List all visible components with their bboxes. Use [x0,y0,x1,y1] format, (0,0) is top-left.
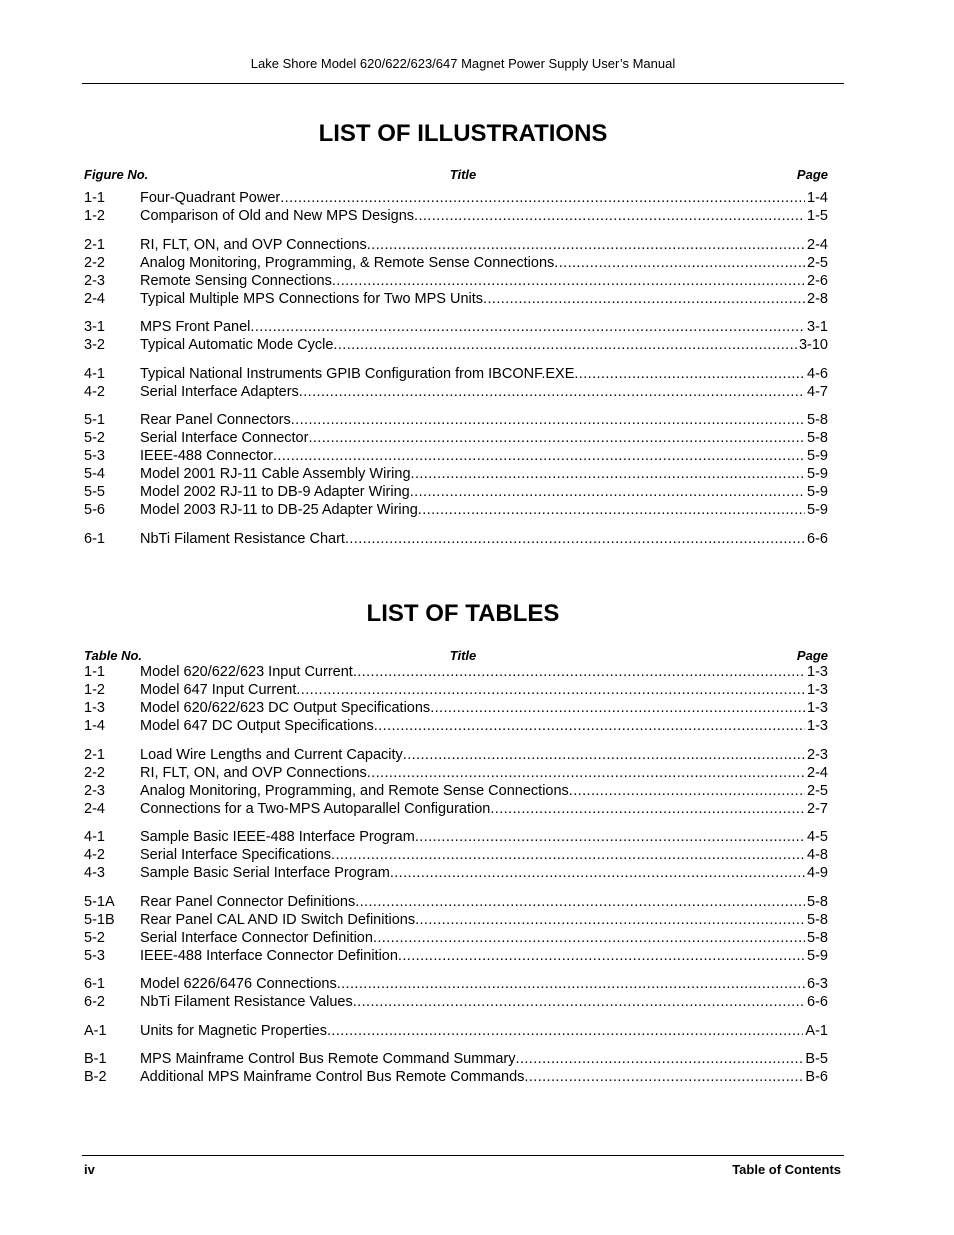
entry-title: NbTi Filament Resistance Values [140,994,353,1010]
toc-entry [84,993,828,1011]
dot-leader [390,864,805,882]
tables-column-headers [84,648,828,664]
footer-section: Table of Contents [732,1162,841,1177]
entry-number: 4-1 [84,365,105,382]
dot-leader [373,929,805,947]
entry-page: 1-5 [807,208,828,224]
entry-page: 5-9 [807,466,828,482]
toc-entry [84,501,828,519]
entry-page: 4-5 [807,829,828,845]
tables-heading: LIST OF TABLES [366,600,560,627]
entry-title: IEEE-488 Connector [140,448,273,464]
entry-title: Additional MPS Mainframe Control Bus Remote Commands [140,1069,525,1085]
entry-page: 4-9 [807,865,828,881]
dot-leader [345,530,805,548]
dot-leader [337,975,805,993]
dot-leader [308,429,805,447]
toc-entry [84,318,828,336]
entry-page: 5-9 [807,947,828,964]
dot-leader [367,764,805,782]
toc-entry [84,681,828,699]
entry-page: 4-7 [807,383,828,400]
tables-list [84,663,828,1086]
toc-entry [84,189,828,207]
toc-entry [84,272,828,290]
dot-leader [333,336,797,354]
entry-title: Model 2002 RJ-11 to DB-9 Adapter Wiring [140,484,410,500]
entry-title: Analog Monitoring, Programming, & Remote Sense Connections [140,254,555,271]
entry-number: 4-2 [84,847,105,863]
entry-page: 3-10 [798,337,828,353]
toc-entry [84,699,828,717]
dot-leader [414,207,805,225]
illustrations-heading: LIST OF ILLUSTRATIONS [318,120,608,147]
toc-entry [84,465,828,483]
entry-number: 3-1 [84,319,105,335]
header-rule [82,83,844,84]
toc-entry [84,800,828,818]
entry-page: 6-6 [807,530,828,547]
entry-page: 5-8 [807,893,828,910]
footer-page-number: iv [84,1162,95,1177]
dot-leader [280,189,805,207]
entry-number: 5-3 [84,448,105,464]
entry-number: 2-4 [84,800,105,817]
entry-number: 2-1 [84,236,105,253]
toc-entry [84,893,828,911]
dot-leader [296,681,805,699]
toc-entry [84,411,828,429]
entry-title: Model 620/622/623 DC Output Specifications [140,700,431,716]
dot-leader [415,828,805,846]
dot-leader [490,800,805,818]
dot-leader [273,447,805,465]
toc-entry [84,846,828,864]
entry-title: MPS Mainframe Control Bus Remote Command Summary [140,1051,516,1067]
entry-title: Model 620/622/623 Input Current [140,664,353,680]
dot-leader [355,893,805,911]
entry-number: 1-3 [84,700,105,716]
toc-entry [84,947,828,965]
illustrations-column-headers [84,167,828,183]
entry-page: 1-4 [807,190,828,206]
entry-number: 5-6 [84,502,105,518]
toc-entry [84,828,828,846]
toc-entry [84,207,828,225]
entry-number: 2-1 [84,746,105,763]
entry-title: Typical Multiple MPS Connections for Two MPS Units [140,290,484,307]
toc-entry [84,530,828,548]
toc-entry [84,663,828,681]
toc-entry [84,429,828,447]
entry-number: 2-3 [84,782,105,799]
entry-number: 5-1B [84,911,115,928]
entry-page: 1-3 [807,664,828,680]
entry-number: 5-2 [84,430,105,446]
entry-number: 2-2 [84,764,105,781]
entry-number: 1-1 [84,664,105,680]
entry-number: 2-3 [84,272,105,289]
entry-title: Sample Basic IEEE-488 Interface Program [140,829,415,845]
page-header: Page [796,167,828,182]
toc-entry [84,746,828,764]
entry-page: 2-8 [807,290,828,307]
dot-leader [483,290,805,308]
entry-page: 5-9 [807,502,828,518]
entry-title: Rear Panel CAL AND ID Switch Definitions [140,911,416,928]
entry-page: 2-4 [807,764,828,781]
entry-title: Four-Quadrant Power [140,190,281,206]
entry-page: B-5 [805,1051,828,1067]
entry-title: Model 2001 RJ-11 Cable Assembly Wiring [140,466,411,482]
toc-entry [84,336,828,354]
entry-page: 5-9 [807,448,828,464]
page-header: Page [796,648,828,663]
toc-entry [84,975,828,993]
entry-page: 6-6 [807,994,828,1010]
entry-page: 4-8 [807,847,828,863]
entry-number: 3-2 [84,337,105,353]
dot-leader [554,254,805,272]
toc-entry [84,290,828,308]
entry-number: 6-1 [84,976,105,992]
dot-leader [430,699,805,717]
dot-leader [250,318,805,336]
toc-entry [84,236,828,254]
entry-number: 5-4 [84,466,105,482]
entry-page: 5-8 [807,911,828,928]
dot-leader [418,501,805,519]
entry-title: Analog Monitoring, Programming, and Remote Sense Connections [140,782,569,799]
entry-number: 4-3 [84,865,105,881]
dot-leader [299,383,805,401]
title-header: Title [449,648,477,663]
table-no-header: Table No. [84,648,143,663]
entry-title: Serial Interface Adapters [140,383,299,400]
entry-title: Rear Panel Connector Definitions [140,893,356,910]
entry-page: 2-7 [807,800,828,817]
figure-no-header: Figure No. [84,167,149,182]
entry-number: 4-2 [84,383,105,400]
toc-entry [84,1022,828,1040]
toc-entry [84,782,828,800]
entry-number: 2-2 [84,254,105,271]
entry-page: 4-6 [807,365,828,382]
toc-entry [84,447,828,465]
dot-leader [415,911,805,929]
toc-entry [84,864,828,882]
entry-page: B-6 [805,1069,828,1085]
entry-page: 1-3 [807,718,828,734]
entry-title: Connections for a Two-MPS Autoparallel Configuration [140,800,491,817]
entry-page: A-1 [805,1022,828,1039]
entry-title: Serial Interface Specifications [140,847,332,863]
toc-entry [84,929,828,947]
entry-title: Model 647 Input Current [140,682,297,698]
entry-title: Model 647 DC Output Specifications [140,718,374,734]
dot-leader [331,846,805,864]
toc-entry [84,483,828,501]
toc-entry [84,383,828,401]
entry-title: Typical National Instruments GPIB Configuration from IBCONF.EXE [140,365,575,382]
dot-leader [398,947,805,965]
footer-rule [82,1155,844,1156]
dot-leader [291,411,805,429]
entry-title: Serial Interface Connector Definition [140,929,373,946]
dot-leader [353,663,805,681]
entry-number: 2-4 [84,290,105,307]
dot-leader [374,717,805,735]
entry-number: 1-4 [84,718,105,734]
entry-number: 1-2 [84,682,105,698]
entry-title: Sample Basic Serial Interface Program [140,865,390,881]
toc-entry [84,717,828,735]
entry-page: 5-8 [807,430,828,446]
entry-title: Model 6226/6476 Connections [140,976,337,992]
entry-page: 1-3 [807,682,828,698]
entry-page: 2-3 [807,746,828,763]
entry-title: MPS Front Panel [140,319,251,335]
title-header: Title [449,167,477,182]
toc-entry [84,764,828,782]
toc-entry [84,254,828,272]
toc-entry [84,365,828,383]
illustrations-list [84,189,828,548]
entry-title: RI, FLT, ON, and OVP Connections [140,236,367,253]
toc-entry [84,1050,828,1068]
entry-title: Serial Interface Connector [140,430,309,446]
entry-page: 5-8 [807,929,828,946]
entry-title: RI, FLT, ON, and OVP Connections [140,764,367,781]
entry-page: 1-3 [807,700,828,716]
entry-title: IEEE-488 Interface Connector Definition [140,947,398,964]
entry-page: 2-5 [807,254,828,271]
entry-number: 6-2 [84,994,105,1010]
entry-number: 4-1 [84,829,105,845]
entry-number: 5-2 [84,929,105,946]
dot-leader [403,746,805,764]
entry-title: Rear Panel Connectors [140,412,291,428]
entry-title: NbTi Filament Resistance Chart [140,530,345,547]
entry-number: 5-5 [84,484,105,500]
entry-number: 5-3 [84,947,105,964]
entry-title: Typical Automatic Mode Cycle [140,337,334,353]
entry-number: 1-2 [84,208,105,224]
entry-page: 5-8 [807,412,828,428]
entry-number: 1-1 [84,190,105,206]
dot-leader [327,1022,803,1040]
toc-entry [84,1068,828,1086]
entry-page: 2-4 [807,236,828,253]
entry-number: 6-1 [84,530,105,547]
entry-title: Remote Sensing Connections [140,272,332,289]
dot-leader [516,1050,804,1068]
entry-title: Load Wire Lengths and Current Capacity [140,746,403,763]
dot-leader [332,272,805,290]
entry-page: 2-5 [807,782,828,799]
dot-leader [569,782,805,800]
dot-leader [353,993,805,1011]
running-header: Lake Shore Model 620/622/623/647 Magnet Power Supply User’s Manual [250,56,676,71]
dot-leader [410,483,805,501]
entry-number: B-2 [84,1069,107,1085]
entry-title: Units for Magnetic Properties [140,1022,327,1039]
entry-title: Comparison of Old and New MPS Designs [140,208,415,224]
entry-number: B-1 [84,1051,107,1067]
entry-page: 5-9 [807,484,828,500]
entry-page: 3-1 [807,319,828,335]
entry-page: 2-6 [807,272,828,289]
entry-number: 5-1A [84,893,115,910]
dot-leader [411,465,806,483]
dot-leader [367,236,805,254]
entry-number: A-1 [84,1022,107,1039]
toc-entry [84,911,828,929]
dot-leader [574,365,805,383]
entry-page: 6-3 [807,976,828,992]
dot-leader [524,1068,803,1086]
entry-title: Model 2003 RJ-11 to DB-25 Adapter Wiring [140,502,418,518]
entry-number: 5-1 [84,412,105,428]
